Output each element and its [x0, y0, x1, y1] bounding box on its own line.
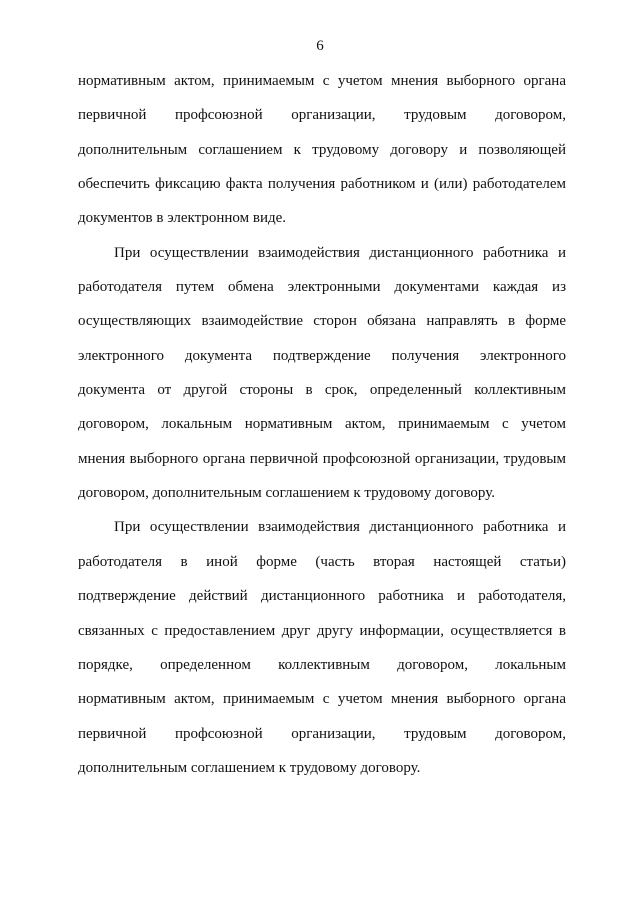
text-line: При осуществлении взаимодействия дистанционного работника и — [114, 519, 566, 536]
paragraph-electronic-exchange — [78, 236, 566, 511]
text-line: нормативным актом, принимаемым с учетом мнения выборного органа — [78, 691, 566, 708]
text-line: первичной профсоюзной организации, трудовым договором, — [78, 725, 566, 742]
paragraph-continuation — [78, 64, 566, 236]
document-body — [78, 64, 566, 785]
text-line: договором, локальным нормативным актом, принимаемым с учетом — [78, 416, 566, 433]
text-line: договором, дополнительным соглашением к трудовому договору. — [78, 485, 495, 502]
text-line: связанных с предоставлением друг другу информации, осуществляется в — [78, 622, 566, 639]
text-line: дополнительным соглашением к трудовому договору. — [78, 759, 421, 776]
text-line: подтверждение действий дистанционного работника и работодателя, — [78, 588, 566, 605]
text-line: работодателя путем обмена электронными документами каждая из — [78, 279, 566, 296]
text-line: документов в электронном виде. — [78, 210, 287, 227]
text-line: документа от другой стороны в срок, определенный коллективным — [78, 382, 566, 399]
text-line: электронного документа подтверждение получения электронного — [78, 347, 566, 364]
text-line: мнения выборного органа первичной профсоюзной организации, трудовым — [78, 450, 566, 467]
text-line: нормативным актом, принимаемым с учетом мнения выборного органа — [78, 73, 566, 89]
text-line: первичной профсоюзной организации, трудовым договором, — [78, 107, 566, 124]
text-line: При осуществлении взаимодействия дистанционного работника и — [114, 244, 566, 261]
paragraph-other-form — [78, 510, 566, 785]
text-line: осуществляющих взаимодействие сторон обязана направлять в форме — [78, 313, 566, 330]
text-line: обеспечить фиксацию факта получения работником и (или) работодателем — [78, 176, 566, 193]
text-line: работодателя в иной форме (часть вторая настоящей статьи) — [78, 553, 566, 570]
page-number: 6 — [316, 38, 324, 54]
text-line: порядке, определенном коллективным договором, локальным — [78, 656, 566, 673]
text-line: дополнительным соглашением к трудовому договору и позволяющей — [78, 141, 566, 158]
